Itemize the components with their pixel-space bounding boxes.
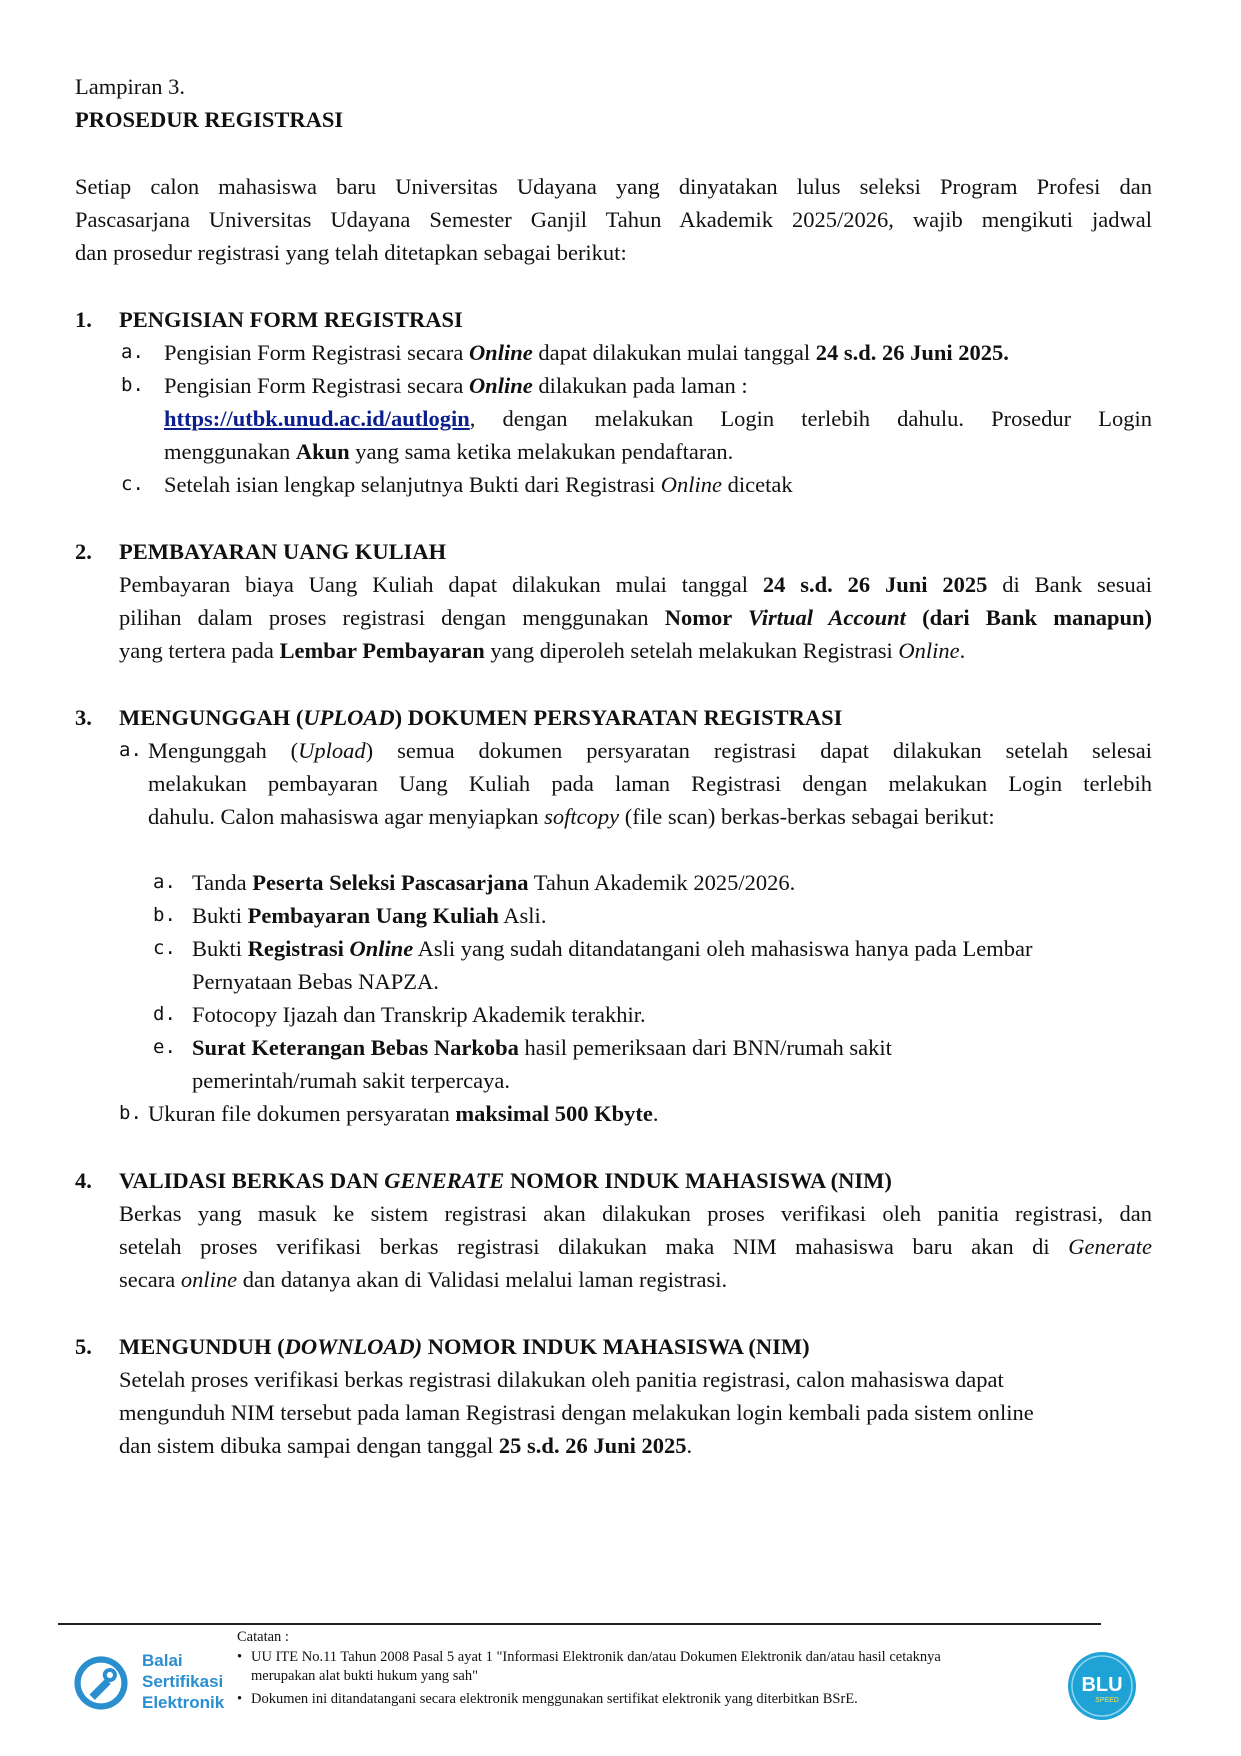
s3-subitem-a-marker: a. xyxy=(153,871,176,893)
bsre-logo-icon xyxy=(70,1652,132,1714)
s1-item-a-marker: a. xyxy=(121,341,144,363)
s3-subitem-b-marker: b. xyxy=(153,904,176,926)
s3-subitem-b: Bukti Pembayaran Uang Kuliah Asli. xyxy=(192,903,547,928)
footer-catatan-label: Catatan : xyxy=(237,1629,289,1645)
lampiran-label: Lampiran 3. xyxy=(75,74,185,99)
s1-item-c-marker: c. xyxy=(121,473,144,495)
s4-line-3: secara online dan datanya akan di Validasi melalui laman registrasi. xyxy=(119,1267,728,1292)
bsre-logo-text: Balai Sertifikasi Elektronik xyxy=(142,1651,225,1712)
s1-item-a: Pengisian Form Registrasi secara Online dapat dilakukan mulai tanggal 24 s.d. 26 Juni 2025. xyxy=(164,340,1009,365)
s2-line-3: yang tertera pada Lembar Pembayaran yang diperoleh setelah melakukan Registrasi Online. xyxy=(119,638,966,663)
s3-item-a-marker: a. xyxy=(119,739,142,761)
s5-line-2: mengunduh NIM tersebut pada laman Registrasi dengan melakukan login kembali pada sistem online xyxy=(119,1400,1034,1425)
s3-subitem-e-line-2: pemerintah/rumah sakit terpercaya. xyxy=(192,1068,510,1093)
section-2-number: 2. xyxy=(75,539,92,564)
section-3-number: 3. xyxy=(75,705,92,730)
s3-item-a-line-2: melakukan pembayaran Uang Kuliah pada laman Registrasi dengan melakukan Login terlebih xyxy=(148,771,1152,796)
s1-item-b-line-1: Pengisian Form Registrasi secara Online dilakukan pada laman : xyxy=(164,373,748,398)
s2-line-2: pilihan dalam proses registrasi dengan menggunakan Nomor Virtual Account (dari Bank manapun) xyxy=(119,605,1153,630)
section-4-number: 4. xyxy=(75,1168,92,1193)
section-5-title: MENGUNDUH (DOWNLOAD) NOMOR INDUK MAHASISWA (NIM) xyxy=(119,1334,810,1359)
section-2-title: PEMBAYARAN UANG KULIAH xyxy=(119,539,447,564)
s3-subitem-e-marker: e. xyxy=(153,1036,176,1058)
s3-subitem-a: Tanda Peserta Seleksi Pascasarjana Tahun Akademik 2025/2026. xyxy=(192,870,796,895)
s2-line-1: Pembayaran biaya Uang Kuliah dapat dilakukan mulai tanggal 24 s.d. 26 Juni 2025 di Bank sesuai xyxy=(119,572,1152,597)
s1-item-b-line-2: https://utbk.unud.ac.id/autlogin, dengan melakukan Login terlebih dahulu. Prosedur Login xyxy=(164,406,1152,431)
s5-line-3: dan sistem dibuka sampai dengan tanggal 25 s.d. 26 Juni 2025. xyxy=(119,1433,693,1458)
intro-line-1: Setiap calon mahasiswa baru Universitas Udayana yang dinyatakan lulus seleksi Program Profesi dan xyxy=(75,174,1152,199)
footer-note-1-line-1: • UU ITE No.11 Tahun 2008 Pasal 5 ayat 1 "Informasi Elektronik dan/atau Dokumen Elektronik dan/atau hasil cetaknya xyxy=(237,1649,941,1665)
section-5-number: 5. xyxy=(75,1334,92,1359)
section-1-number: 1. xyxy=(75,307,92,332)
section-3-title: MENGUNGGAH (UPLOAD) DOKUMEN PERSYARATAN REGISTRASI xyxy=(119,705,843,730)
intro-line-2: Pascasarjana Universitas Udayana Semester Ganjil Tahun Akademik 2025/2026, wajib mengikuti jadwal xyxy=(75,207,1152,232)
bullet-icon: • xyxy=(237,1649,243,1665)
s3-item-a-line-3: dahulu. Calon mahasiswa agar menyiapkan softcopy (file scan) berkas-berkas sebagai berikut: xyxy=(148,804,995,829)
bullet-icon: • xyxy=(237,1691,243,1707)
s3-subitem-d-marker: d. xyxy=(153,1003,176,1025)
s4-line-1: Berkas yang masuk ke sistem registrasi akan dilakukan proses verifikasi oleh panitia registrasi, dan xyxy=(119,1201,1152,1226)
footer-note-1-line-2: merupakan alat bukti hukum yang sah" xyxy=(251,1668,478,1684)
s3-item-a-line-1: Mengunggah (Upload) semua dokumen persyaratan registrasi dapat dilakukan setelah selesai xyxy=(148,738,1152,763)
s3-subitem-e-line-1: Surat Keterangan Bebas Narkoba hasil pemeriksaan dari BNN/rumah sakit xyxy=(192,1035,892,1060)
s1-item-b-line-3: menggunakan Akun yang sama ketika melakukan pendaftaran. xyxy=(164,439,734,464)
s3-subitem-d: Fotocopy Ijazah dan Transkrip Akademik terakhir. xyxy=(192,1002,646,1027)
section-1-title: PENGISIAN FORM REGISTRASI xyxy=(119,307,463,332)
registration-link[interactable]: https://utbk.unud.ac.id/autlogin xyxy=(164,406,470,431)
s5-line-1: Setelah proses verifikasi berkas registrasi dilakukan oleh panitia registrasi, calon mahasiswa dapat xyxy=(119,1367,1004,1392)
s3-subitem-c-marker: c. xyxy=(153,937,176,959)
document-title: PROSEDUR REGISTRASI xyxy=(75,107,344,132)
s1-item-b-marker: b. xyxy=(121,374,144,396)
s3-subitem-c-line-1: Bukti Registrasi Online Asli yang sudah ditandatangani oleh mahasiswa hanya pada Lembar xyxy=(192,936,1033,961)
blu-logo-subtext: SPEED xyxy=(1095,1697,1119,1704)
footer-note-2: • Dokumen ini ditandatangani secara elektronik menggunakan sertifikat elektronik yang diterbitkan BSrE. xyxy=(237,1691,858,1707)
blu-logo-text: BLU xyxy=(1081,1674,1123,1696)
s3-item-b: Ukuran file dokumen persyaratan maksimal 500 Kbyte. xyxy=(148,1101,659,1126)
blu-speed-logo-icon xyxy=(1067,1651,1137,1721)
s1-item-c: Setelah isian lengkap selanjutnya Bukti dari Registrasi Online dicetak xyxy=(164,472,793,497)
intro-line-3: dan prosedur registrasi yang telah ditetapkan sebagai berikut: xyxy=(75,240,627,265)
s3-item-b-marker: b. xyxy=(119,1102,142,1124)
section-4-title: VALIDASI BERKAS DAN GENERATE NOMOR INDUK MAHASISWA (NIM) xyxy=(119,1168,892,1193)
s4-line-2: setelah proses verifikasi berkas registrasi dilakukan maka NIM mahasiswa baru akan di Generate xyxy=(119,1234,1152,1259)
footer-divider xyxy=(58,1623,1101,1625)
s3-subitem-c-line-2: Pernyataan Bebas NAPZA. xyxy=(192,969,439,994)
